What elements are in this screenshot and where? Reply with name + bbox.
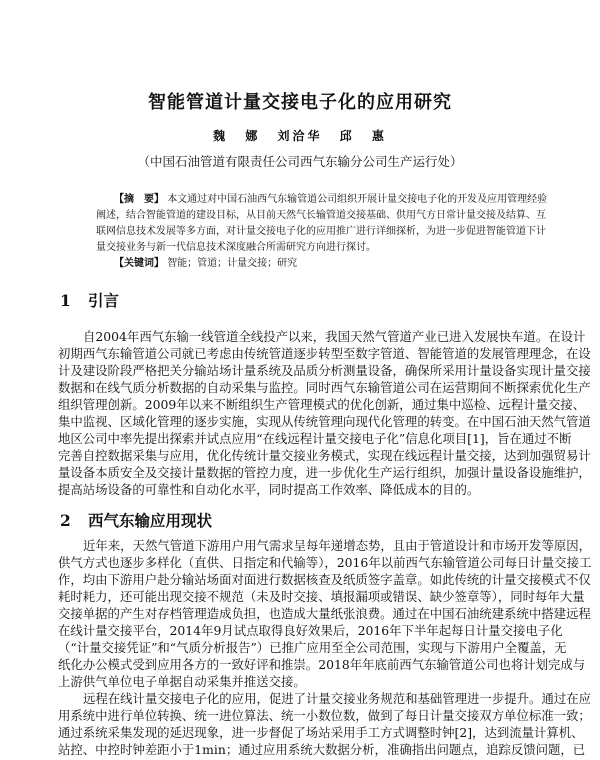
paragraph-line: 站控、中控时钟差距小于1min；通过应用系统大数据分析，准确指出问题点，追踪反馈问题，已 bbox=[58, 742, 586, 757]
abstract-label: 【摘 要】 bbox=[114, 194, 164, 205]
paragraph-line: 上游供气单位电子单据自动采集并推送交接。 bbox=[58, 674, 306, 689]
section-number: 2 bbox=[60, 511, 71, 530]
keywords: 智能；管道；计量交接；研究 bbox=[167, 258, 298, 269]
section-body bbox=[58, 537, 592, 758]
paragraph-line: 初期西气东输管道公司就已考虑由传统管道逐步转型至数字管道、智能管道的发展管理理念，在设 bbox=[58, 346, 591, 361]
section-title: 西气东输应用现状 bbox=[88, 511, 213, 530]
paragraph-line: 自2004年西气东输一线管道全线投产以来，我国天然气管道产业已进入发展快车道。在设计 bbox=[83, 329, 586, 344]
section-body bbox=[58, 328, 591, 498]
keywords-label: 【关键词】 bbox=[114, 258, 164, 269]
paragraph-line: 计及建设阶段严格把关分输站场计量系统及品质分析测量设备，确保所采用计量设备实现计量交接 bbox=[58, 363, 591, 378]
abstract-text: 本文通过对中国石油西气东输管道公司组织开展计量交接电子化的开发及应用管理经验 bbox=[167, 194, 548, 205]
abstract-line bbox=[96, 192, 548, 208]
section-heading bbox=[60, 512, 212, 530]
paragraph-line: 数据和在线气质分析数据的自动采集与监控。同时西气东输管道公司在运营期间不断探索优化生产 bbox=[58, 380, 591, 395]
paragraph-line: 集中监视、区域化管理的逐步实施，实现从传统管理向现代化管理的转变。在中国石油天然气管道 bbox=[58, 414, 591, 429]
paragraph-line: 完善自控数据采集与应用，优化传统计量交接业务模式，实现在线远程计量交接，达到加强贸易计 bbox=[58, 448, 591, 463]
paragraph-line: 作，均由下游用户赴分输站场面对面进行数据核查及纸质签字盖章。如此传统的计量交接模式不仅 bbox=[58, 572, 591, 587]
paragraph-line: 量设备本质安全及交接计量数据的管控力度，进一步优化生产运行组织，加强计量设备设施维护， bbox=[58, 465, 591, 480]
affiliation: （中国石油管道有限责任公司西气东输分公司生产运行处） bbox=[137, 154, 463, 169]
paragraph-line: 近年来，天然气管道下游用户用气需求呈每年递增态势，且由于管道设计和市场开发等原因， bbox=[83, 538, 592, 553]
paragraph-line: 供气方式也逐步多样化（直供、日指定和代输等），2016年以前西气东输管道公司每日计量交接工 bbox=[58, 555, 592, 570]
section-heading bbox=[60, 292, 119, 310]
section-title: 引言 bbox=[88, 291, 120, 310]
paragraph-line: 纸化办公模式受到应用各方的一致好评和推崇。2018年年底前西气东输管道公司也将计划完成与 bbox=[58, 657, 586, 672]
authors: 魏 娜 刘洽华 邱 惠 bbox=[213, 129, 387, 143]
paragraph-line: 交接单据的产生对存档管理造成负担，也造成大量纸张浪费。通过在中国石油统建系统中搭建远程 bbox=[58, 606, 591, 621]
paragraph-line: 在线计量交接平台，2014年9月试点取得良好效果后，2016年下半年起每日计量交接电子化 bbox=[58, 623, 563, 638]
paragraph-line: 地区公司中率先提出探索并试点应用“在线远程计量交接电子化”信息化项目[1]，旨在通过不断 bbox=[58, 431, 572, 446]
abstract bbox=[96, 192, 548, 272]
paragraph-line: 通过系统采集发现的延迟现象，进一步督促了场站采用手工方式调整时钟[2]，达到流量计算机、 bbox=[58, 725, 584, 740]
abstract-line: 阐述，结合智能管道的建设目标，从目前天然气长输管道交接基础、供用气方日常计量交接及结算、互 bbox=[96, 210, 546, 221]
paragraph-line: 用系统中进行单位转换、统一进位算法、统一小数位数，做到了每日计量交接双方单位标准一致； bbox=[58, 708, 591, 723]
paragraph-line: 组织管理创新。2009年以来不断组织生产管理模式的优化创新，通过集中巡检、远程计量交接、 bbox=[58, 397, 586, 412]
paragraph-line: 提高站场设备的可靠性和自动化水平，同时提高工作效率、降低成本的目的。 bbox=[58, 482, 480, 497]
paper-title: 智能管道计量交接电子化的应用研究 bbox=[148, 92, 452, 113]
paragraph-line: （“计量交接凭证”和“气质分析报告”）已推广应用至全公司范围，实现与下游用户全覆盖，无 bbox=[58, 640, 567, 655]
paragraph-line: 远程在线计量交接电子化的应用，促进了计量交接业务规范和基础管理进一步提升。通过在应 bbox=[83, 691, 592, 706]
paragraph-line: 耗时耗力，还可能出现交接不规范（未及时交接、填报漏项或错误、缺少签章等），同时每年大量 bbox=[58, 589, 585, 604]
abstract-line: 联网信息技术发展等多方面，对计量交接电子化的应用推广进行详细探析，为进一步促进智能管道下计 bbox=[96, 226, 546, 237]
abstract-line: 量交接业务与新一代信息技术深度融合所需研究方向进行探讨。 bbox=[96, 242, 376, 253]
section-number: 1 bbox=[60, 291, 71, 310]
keywords-line bbox=[96, 256, 508, 272]
